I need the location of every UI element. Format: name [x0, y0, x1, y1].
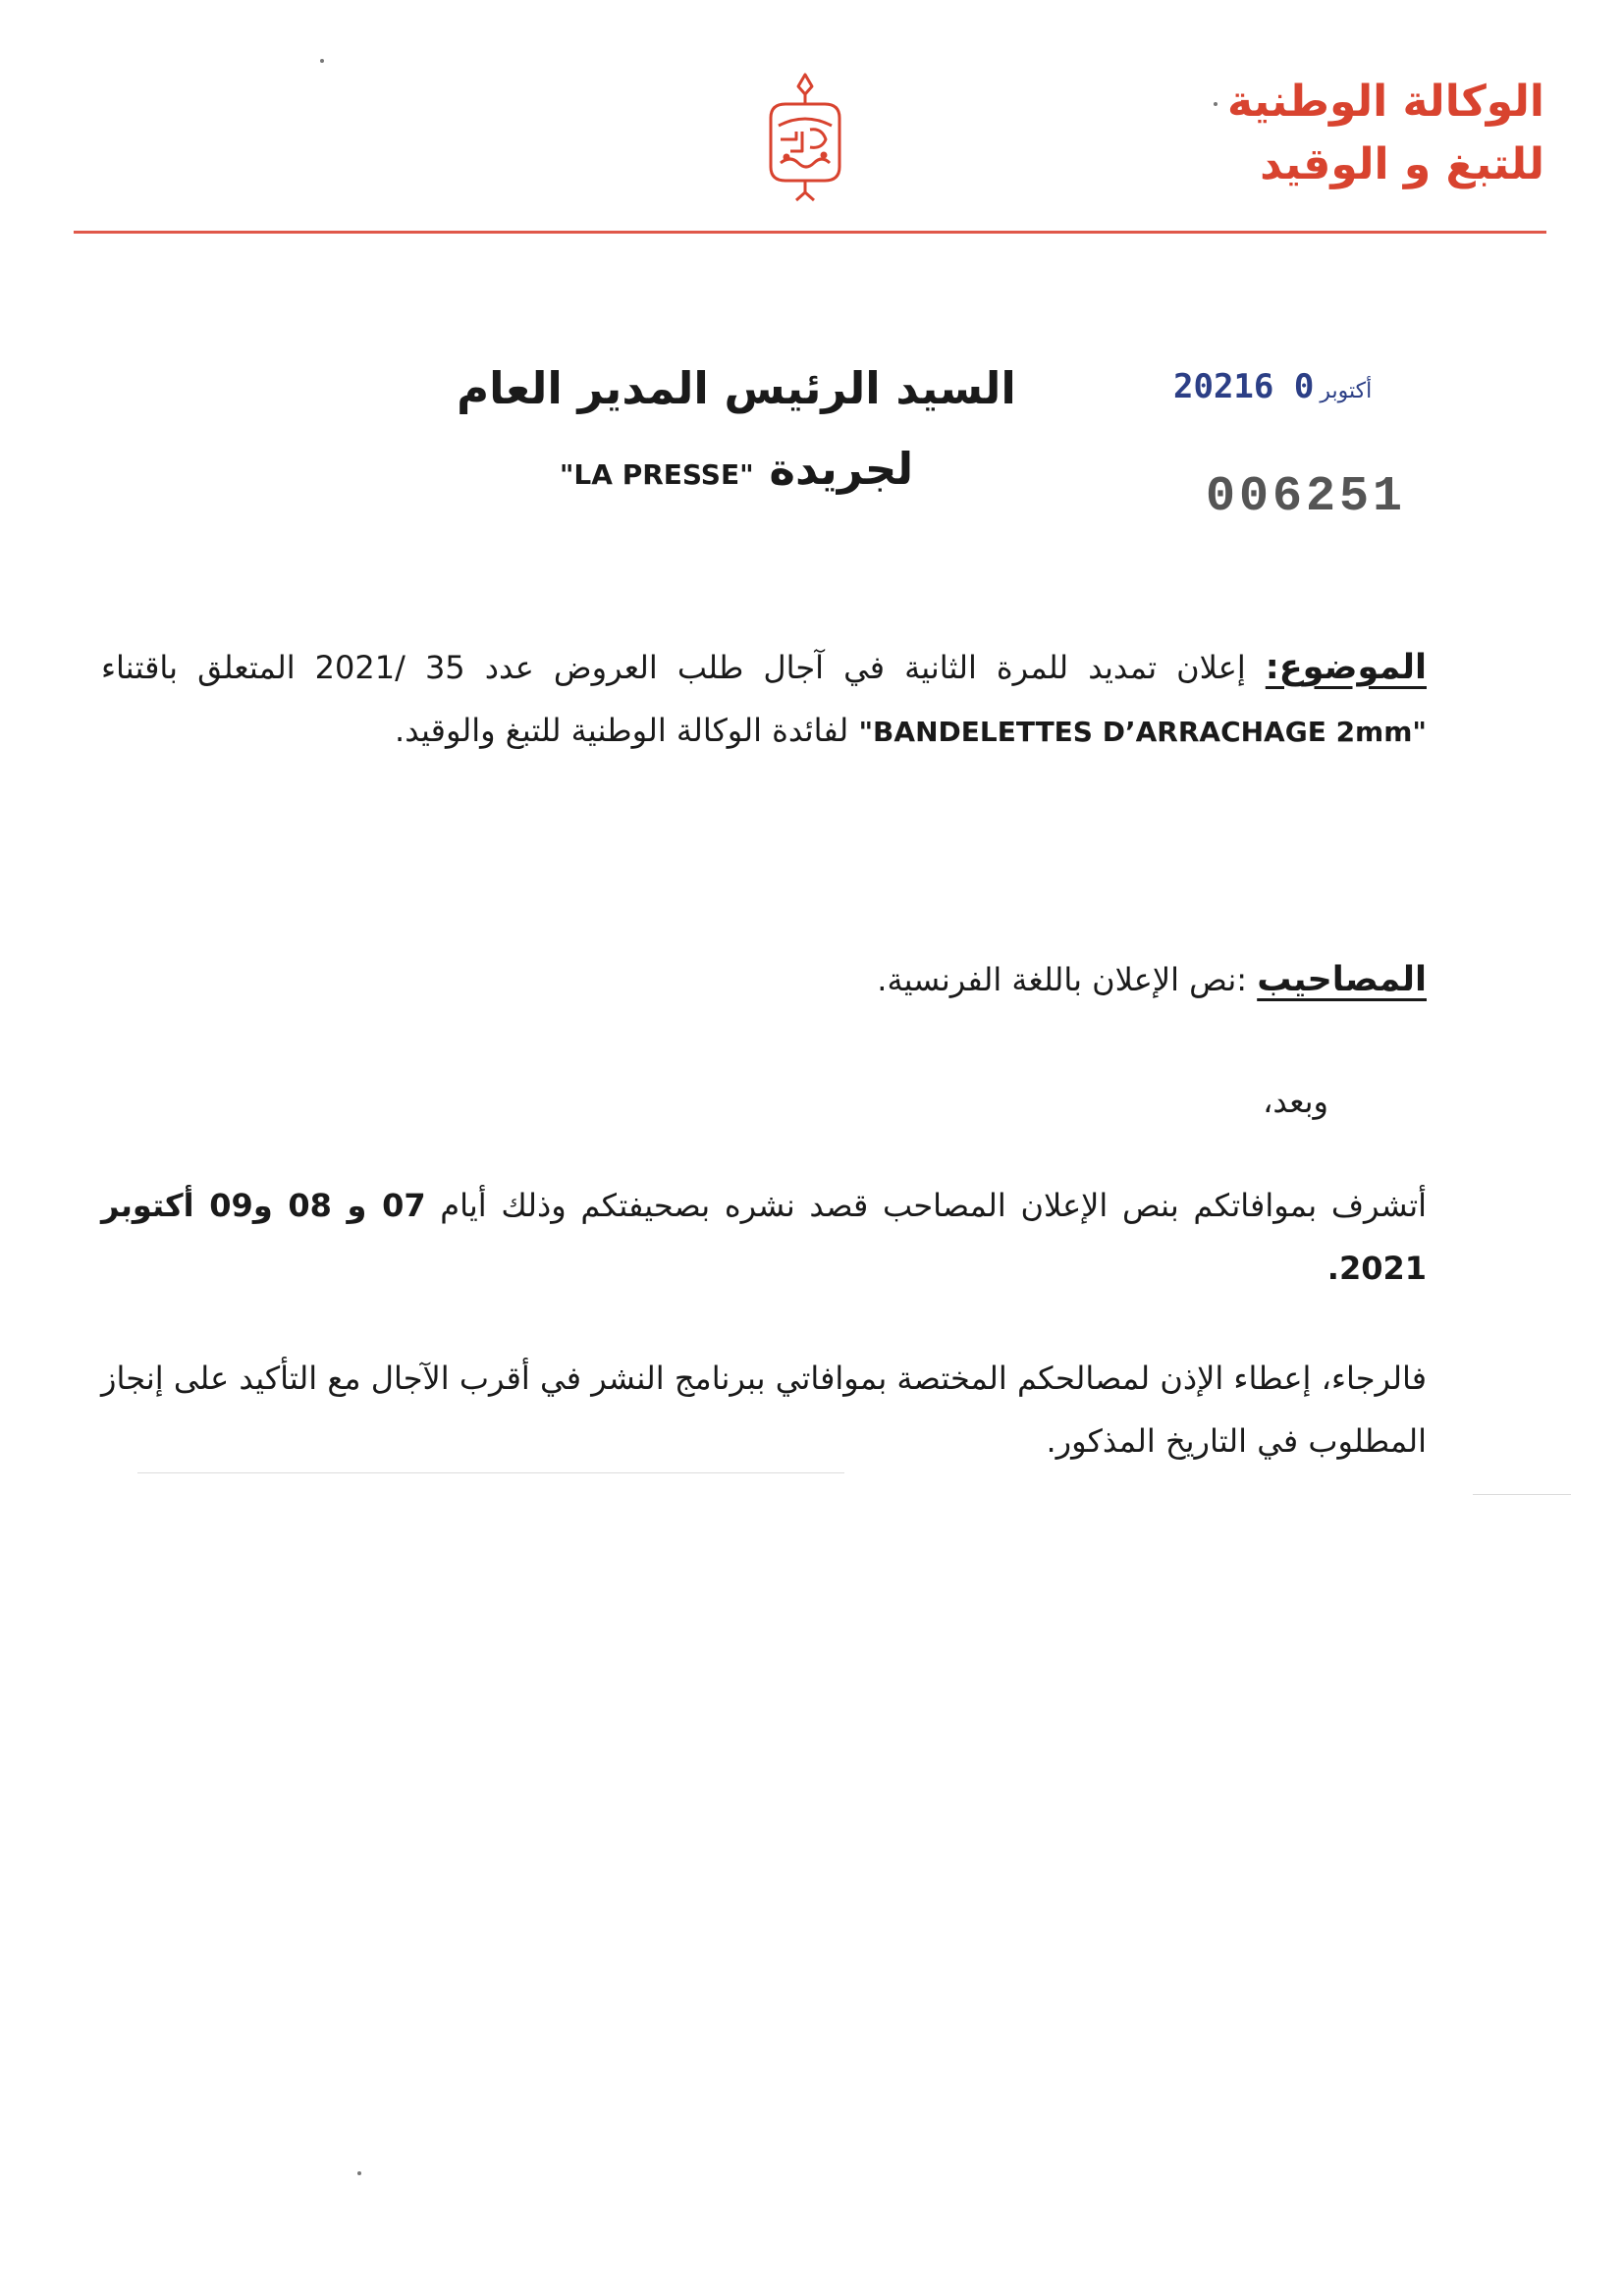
attachment-paragraph: [101, 948, 1427, 1011]
attachment-text: :نص الإعلان باللغة الفرنسية.: [877, 961, 1258, 998]
date-stamp-day: 0 6: [1253, 367, 1315, 406]
agency-name-line-1: الوكالة الوطنية: [1226, 77, 1544, 127]
date-stamp-year: 2021: [1173, 367, 1254, 406]
date-stamp-month: أكتوبر: [1320, 379, 1373, 403]
scan-speck: [1214, 102, 1217, 106]
addressee-title: السيد الرئيس المدير العام: [457, 362, 1016, 414]
agency-emblem-icon: [751, 69, 859, 206]
agency-name-line-2: للتبغ و الوقيد: [1260, 139, 1544, 189]
subject-paragraph: [101, 636, 1427, 764]
body-paragraph-1-text: أتشرف بموافاتكم بنص الإعلان المصاحب قصد نشره بصحيفتكم وذلك أيام: [425, 1187, 1428, 1224]
addressee-newspaper: [412, 429, 1060, 515]
agency-name: [1191, 71, 1544, 196]
scan-speck: [320, 59, 324, 63]
date-stamp: [1173, 367, 1409, 406]
subject-latin-term: "BANDELETTES D’ARRACHAGE 2mm": [858, 716, 1427, 748]
body-paragraph-2: فالرجاء، إعطاء الإذن لمصالحكم المختصة بموافاتي ببرنامج النشر في أقرب الآجال مع التأكيد على إنجاز المطلوب في التاريخ المذكور.: [101, 1360, 1427, 1460]
reference-number-stamp: 006251: [1206, 469, 1407, 525]
faint-scan-line: [1473, 1494, 1571, 1495]
scan-speck: [357, 2171, 361, 2175]
addressee-block: [412, 348, 1060, 515]
body-paragraph-1: [101, 1174, 1427, 1300]
attachment-label: المصاحيب: [1257, 960, 1427, 999]
faint-scan-line: [137, 1472, 844, 1473]
subject-text-part-1: إعلان تمديد للمرة الثانية في آجال طلب العروض عدد 35 /2021 المتعلق باقتناء: [101, 649, 1266, 686]
addressee-newspaper-prefix: لجريدة: [769, 443, 914, 495]
header-divider: [74, 231, 1546, 234]
salutation: وبعد،: [1263, 1083, 1328, 1120]
publication-dates: 07 و 08 و09 أكتوبر 2021.: [101, 1187, 1427, 1287]
subject-label: الموضوع:: [1265, 648, 1427, 687]
newspaper-name: "LA PRESSE": [559, 458, 754, 491]
subject-text-part-2: لفائدة الوكالة الوطنية للتبغ والوقيد.: [395, 712, 859, 749]
